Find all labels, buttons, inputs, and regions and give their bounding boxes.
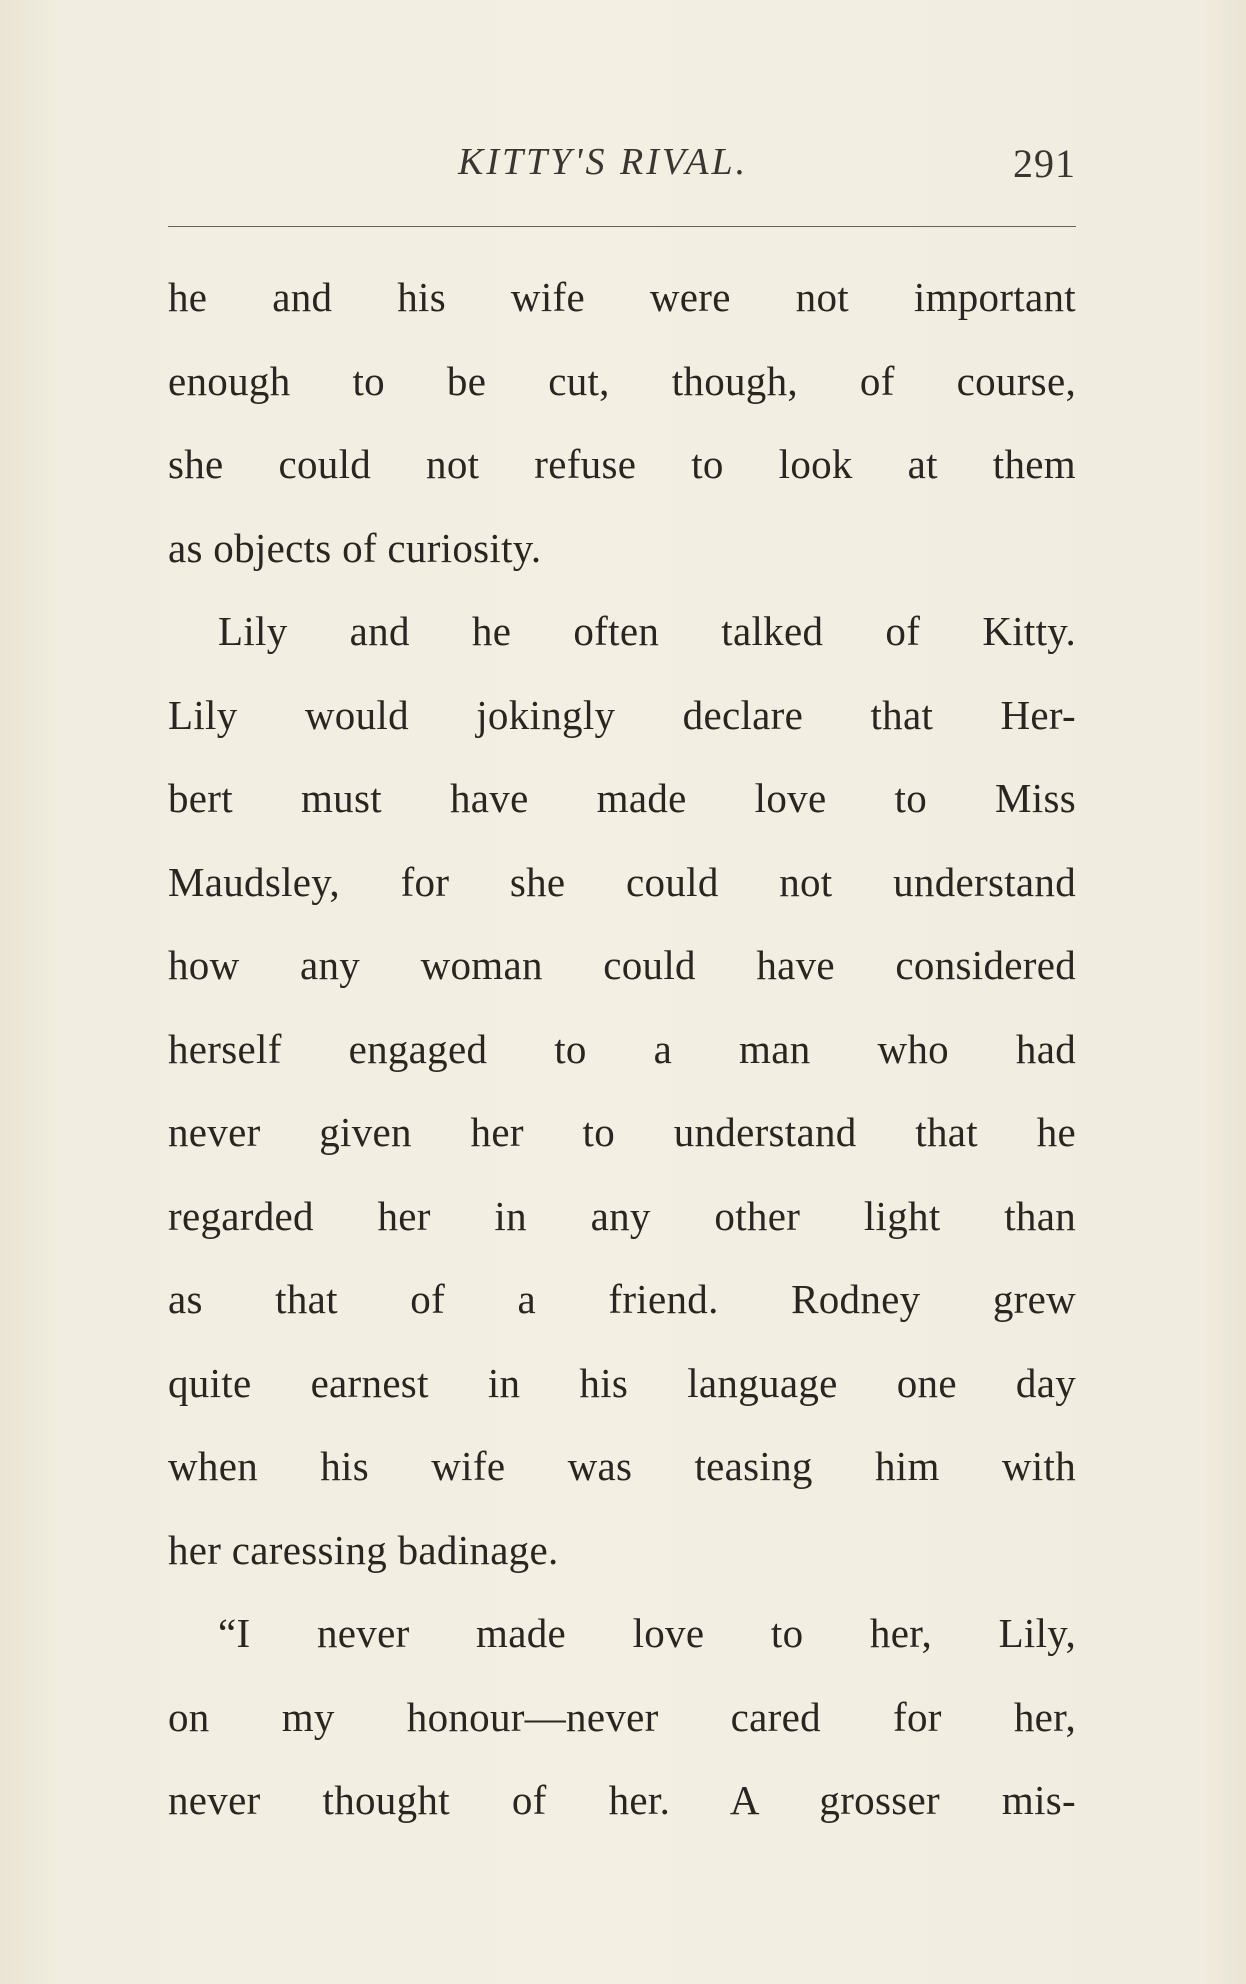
page-header <box>168 140 1076 204</box>
page-number: 291 <box>1013 141 1076 186</box>
text-line: “I never made love to her, Lily, <box>218 1610 1076 1656</box>
text-line: quite earnest in his language one day <box>168 1359 1076 1406</box>
text-line: on my honour—never cared for her, <box>168 1693 1076 1740</box>
header-rule <box>168 226 1076 227</box>
text-line: Lily and he often talked of Kitty. <box>218 608 1076 654</box>
text-line: enough to be cut, though, of course, <box>168 357 1076 404</box>
text-line: Maudsley, for she could not understand <box>168 858 1076 905</box>
text-line: how any woman could have considered <box>168 942 1076 988</box>
text-line: never given her to understand that he <box>168 1109 1076 1155</box>
text-line: regarded her in any other light than <box>168 1192 1076 1239</box>
text-line: bert must have made love to Miss <box>168 775 1076 821</box>
text-line: as that of a friend. Rodney grew <box>168 1276 1076 1322</box>
text-line: Lily would jokingly declare that Her- <box>168 691 1076 738</box>
body-text <box>168 256 1076 1843</box>
text-line: her caressing badinage. <box>168 1526 559 1573</box>
running-title: KITTY'S RIVAL. <box>458 141 749 183</box>
text-line: as objects of curiosity. <box>168 524 542 571</box>
text-line: when his wife was teasing him with <box>168 1443 1076 1489</box>
text-line: he and his wife were not important <box>168 274 1076 320</box>
text-line: she could not refuse to look at them <box>168 441 1076 487</box>
text-line: never thought of her. A grosser mis- <box>168 1777 1076 1823</box>
text-line: herself engaged to a man who had <box>168 1025 1076 1072</box>
